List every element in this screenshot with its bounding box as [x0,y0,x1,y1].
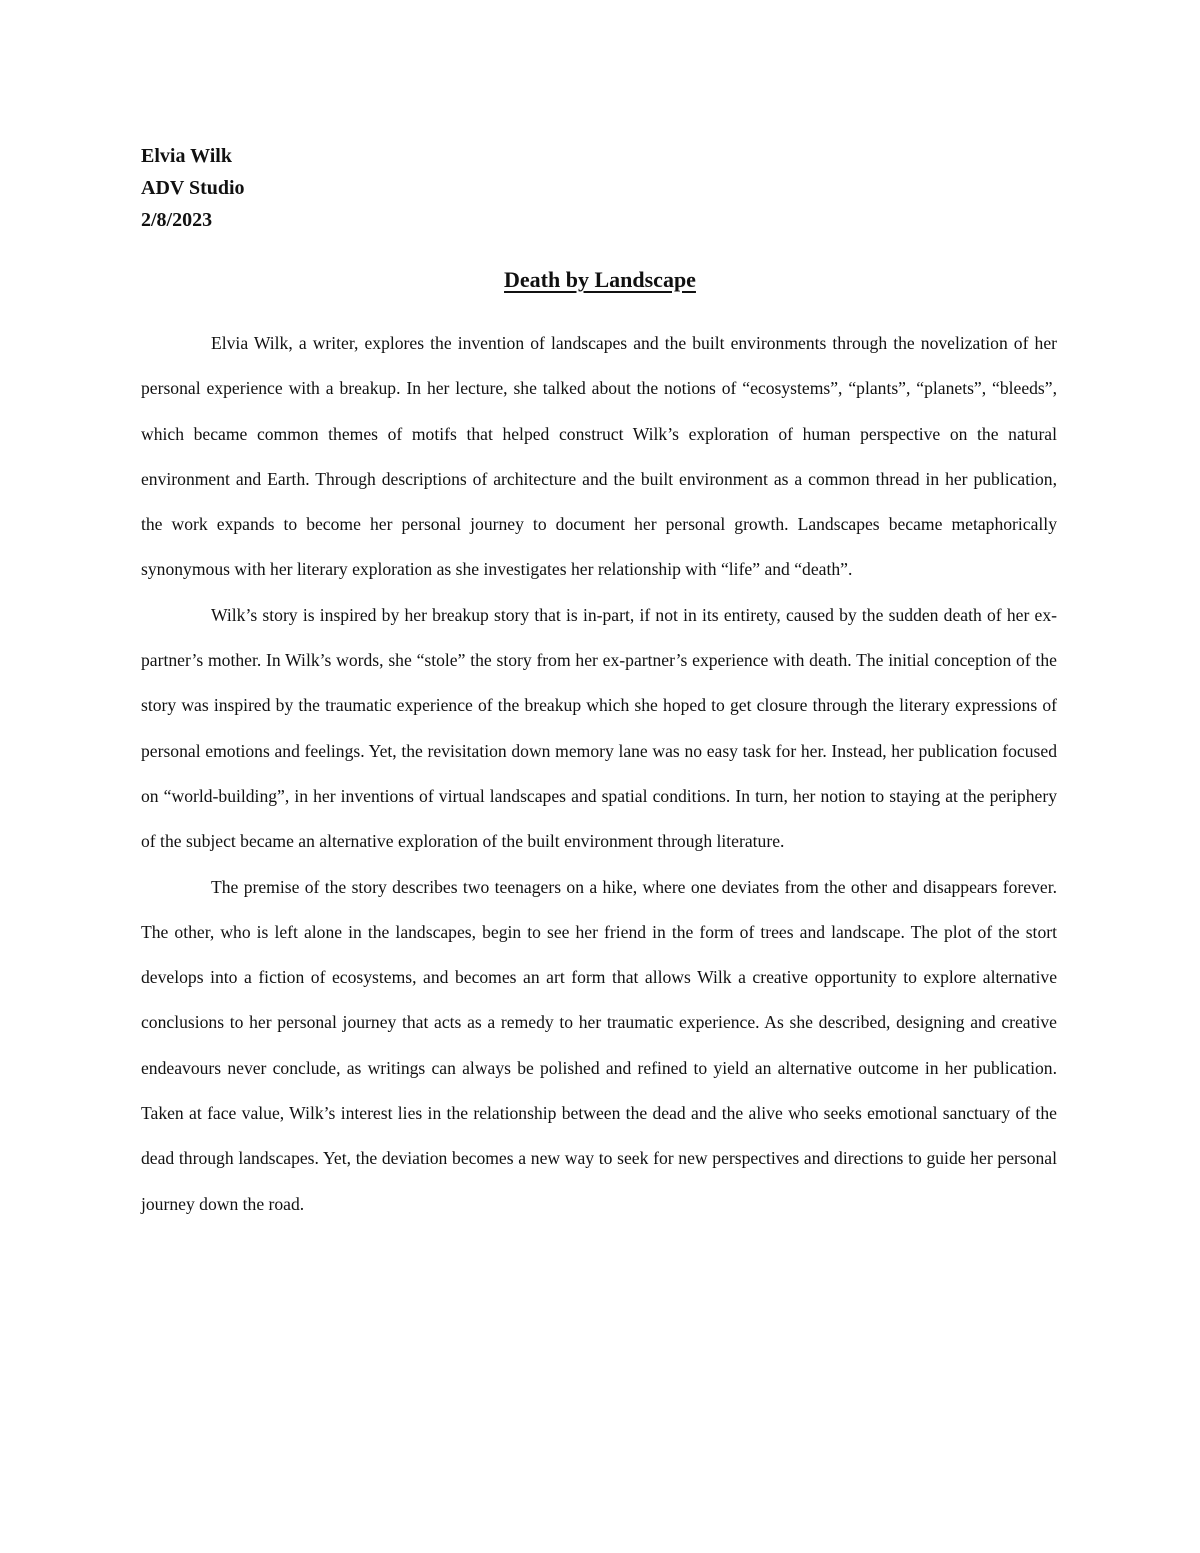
document-title-text: Death by Landscape [504,267,696,292]
paragraph-3: The premise of the story describes two teenagers on a hike, where one deviates from the other and disappears forever. The other, who is left alone in the landscapes, begin to see her friend in the form of trees and landscape. The plot of the stort develops into a fiction of ecosystems, and becomes an art form that allows Wilk a creative opportunity to explore alternative conclusions to her personal journey that acts as a remedy to her traumatic experience. As she described, designing and creative endeavours never conclude, as writings can always be polished and refined to yield an alternative outcome in her publication. Taken at face value, Wilk’s interest lies in the relationship between the dead and the alive who seeks emotional sanctuary of the dead through landscapes. Yet, the deviation becomes a new way to seek for new perspectives and directions to guide her personal journey down the road. [141,876,1057,1214]
course-name: ADV Studio [141,177,245,199]
author-name: Elvia Wilk [141,145,232,167]
document-header [141,140,245,236]
paragraph-2: Wilk’s story is inspired by her breakup story that is in-part, if not in its entirety, caused by the sudden death of her ex-partner’s mother. In Wilk’s words, she “stole” the story from her ex-partner’s experience with death. The initial conception of the story was inspired by the traumatic experience of the breakup which she hoped to get closure through the literary expressions of personal emotions and feelings. Yet, the revisitation down memory lane was no easy task for her. Instead, her publication focused on “world-building”, in her inventions of virtual landscapes and spatial conditions. In turn, her notion to staying at the periphery of the subject became an alternative exploration of the built environment through literature. [141,604,1057,852]
document-body [141,321,1057,1227]
paragraph-1: Elvia Wilk, a writer, explores the invention of landscapes and the built environments through the novelization of her personal experience with a breakup. In her lecture, she talked about the notions of “ecosystems”, “plants”, “planets”, “bleeds”, which became common themes of motifs that helped construct Wilk’s exploration of human perspective on the natural environment and Earth. Through descriptions of architecture and the built environment as a common thread in her publication, the work expands to become her personal journey to document her personal growth. Landscapes became metaphorically synonymous with her literary exploration as she investigates her relationship with “life” and “death”. [141,333,1057,580]
document-title [141,264,1059,296]
document-date: 2/8/2023 [141,209,213,231]
